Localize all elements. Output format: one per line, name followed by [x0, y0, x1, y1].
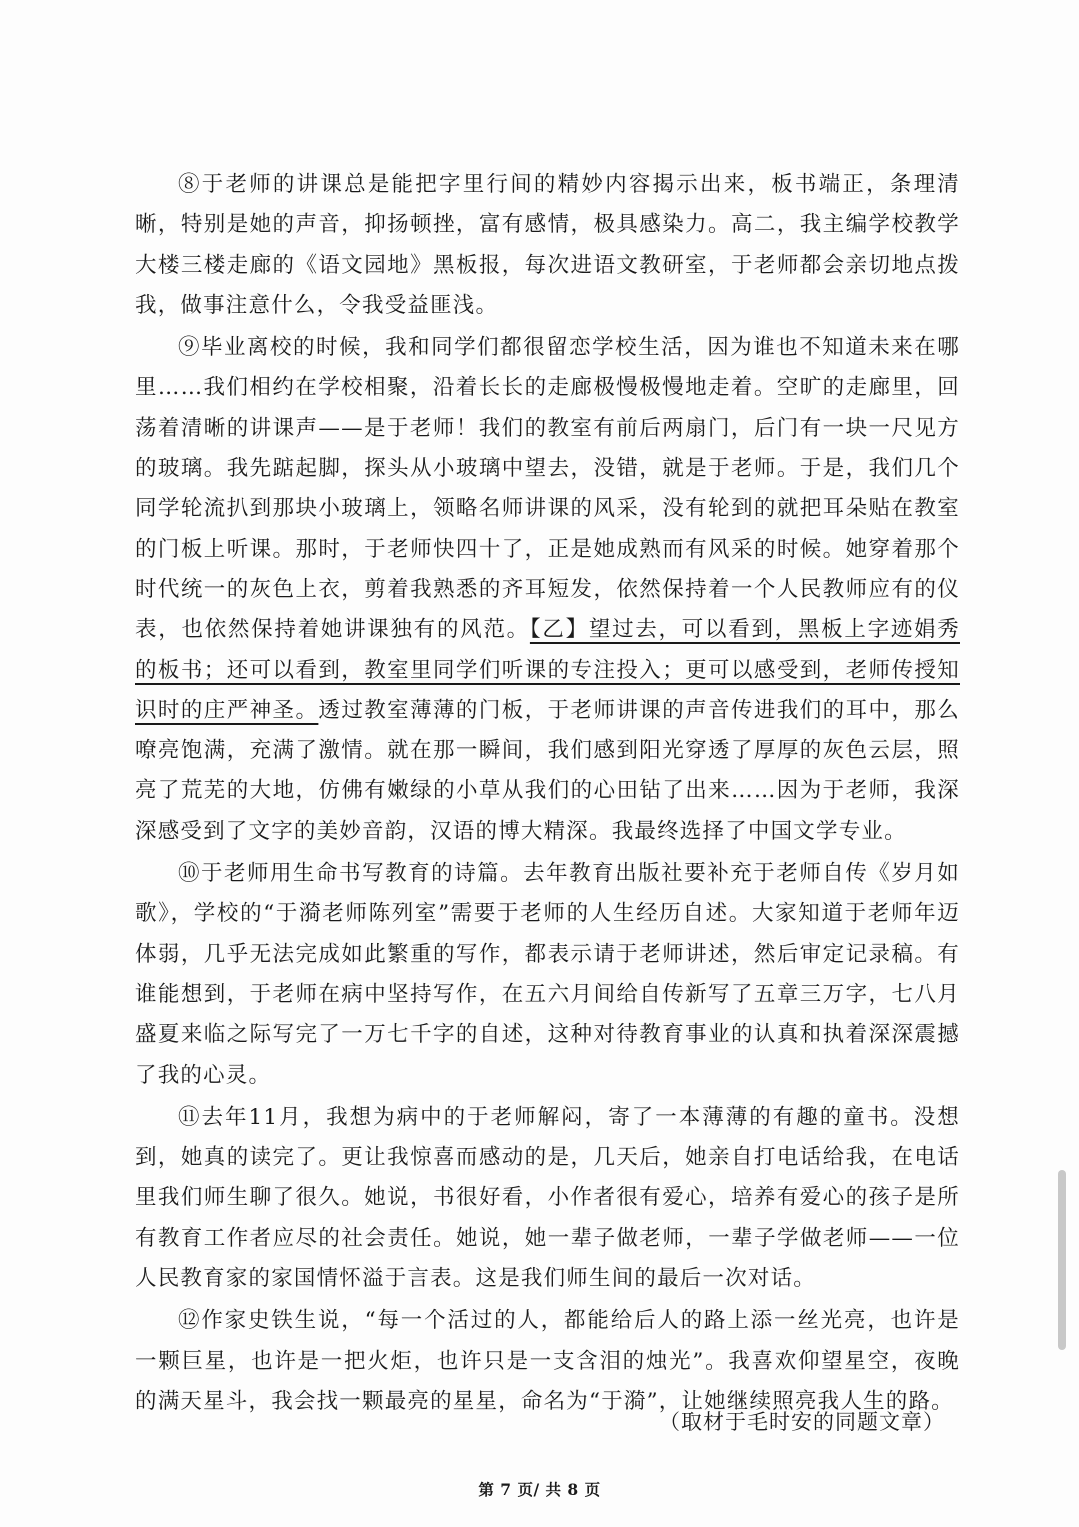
page-footer: 第 7 页/ 共 8 页 — [478, 1480, 601, 1499]
paragraph-11: ⑪去年11月，我想为病中的于老师解闷，寄了一本薄薄的有趣的童书。没想到，她真的读完了。更让我惊喜而感动的是，几天后，她亲自打电话给我，在电话里我们师生聊了很久。她说，书很好看，小作者很有爱心，培养有爱心的孩子是所有教育工作者应尽的社会责任。她说，她一辈子做老师，一辈子学做老师——一位人民教育家的家国情怀溢于言表。这是我们师生间的最后一次对话。 — [135, 1104, 960, 1292]
paragraph-12: ⑫作家史铁生说，“每一个活过的人，都能给后人的路上添一丝光亮，也许是一颗巨星，也许是一把火炬，也许只是一支含泪的烛光”。我喜欢仰望星空，夜晚的满天星斗，我会找一颗最亮的星星，命名为“于漪”，让她继续照亮我人生的路。 — [135, 1308, 960, 1414]
paragraph-9 — [135, 328, 960, 852]
paragraph-9-text: ⑨毕业离校的时候，我和同学们都很留恋学校生活，因为谁也不知道未来在哪里……我们相约在学校相聚，沿着长长的走廊极慢极慢地走着。空旷的走廊里，回荡着清晰的讲课声——是于老师！我们的教室有前后两扇门，后门有一块一尺见方的玻璃。我先踮起脚，探头从小玻璃中望去，没错，就是于老师。于是，我们几个同学轮流扒到那块小玻璃上，领略名师讲课的风采，没有轮到的就把耳朵贴在教室的门板上听课。那时，于老师快四十了，正是她成熟而有风采的时候。她穿着那个时代统一的灰色上衣，剪着我熟悉的齐耳短发，依然保持着一个人民教师应有的仪表，也依然保持着她讲课独有的风范。 — [135, 335, 960, 643]
underlined-passage-yi: 【乙】望过去，可以看到，黑板上字迹娟秀的板书；还可以看到，教室里同学们听课的专注投入；更可以感受到，老师传授知识时的庄严神圣。 — [135, 617, 960, 723]
paragraph-9-continued: 透过教室薄薄的门板，于老师讲课的声音传进我们的耳中，那么嘹亮饱满，充满了激情。就在那一瞬间，我们感到阳光穿透了厚厚的灰色云层，照亮了荒芜的大地，仿佛有嫩绿的小草从我们的心田钻了出来……因为于老师，我深深感受到了文字的美妙音韵，汉语的博大精深。我最终选择了中国文学专业。 — [135, 697, 960, 844]
paragraph-8: ⑧于老师的讲课总是能把字里行间的精妙内容揭示出来，板书端正，条理清晰，特别是她的声音，抑扬顿挫，富有感情，极具感染力。高二，我主编学校教学大楼三楼走廊的《语文园地》黑板报，每次进语文教研室，于老师都会亲切地点拨我，做事注意什么，令我受益匪浅。 — [135, 172, 960, 318]
scrollbar-thumb[interactable] — [1058, 1170, 1066, 1350]
paragraph-10: ⑩于老师用生命书写教育的诗篇。去年教育出版社要补充于老师自传《岁月如歌》，学校的“于漪老师陈列室”需要于老师的人生经历自述。大家知道于老师年迈体弱，几乎无法完成如此繁重的写作，都表示请于老师讲述，然后审定记录稿。有谁能想到，于老师在病中坚持写作，在五六月间给自传新写了五章三万字，七八月盛夏来临之际写完了一万七千字的自述，这种对待教育事业的认真和执着深深震撼了我的心灵。 — [135, 861, 960, 1088]
source-attribution: （取材于毛时安的同题文章） — [659, 1410, 945, 1434]
article-body — [135, 165, 960, 1422]
